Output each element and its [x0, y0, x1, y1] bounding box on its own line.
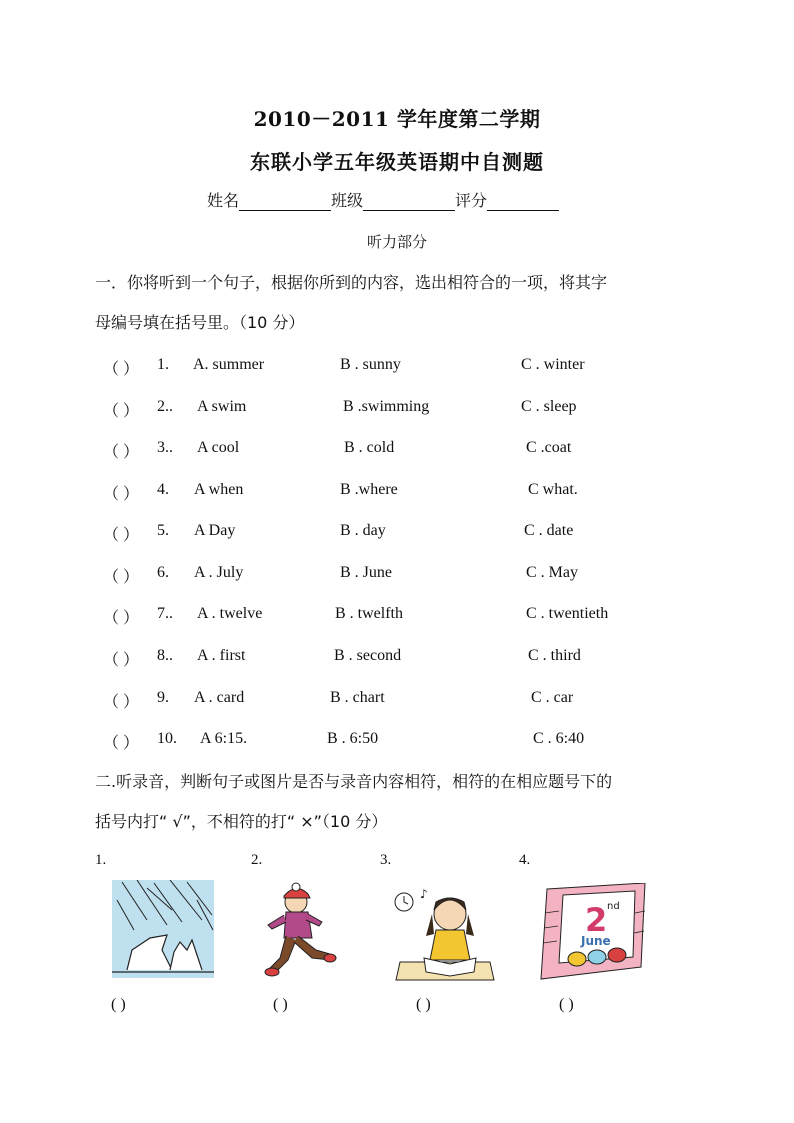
option-a: A . card [194, 689, 245, 706]
svg-text:♪: ♪ [420, 887, 428, 901]
option-c: C . date [524, 522, 574, 539]
option-c: C . winter [521, 356, 585, 373]
question-number: 4. [157, 481, 169, 498]
option-b: B . second [334, 647, 402, 664]
question-number: 1. [157, 356, 169, 373]
title-line2: 东联小学五年级英语期中自测题 [250, 150, 544, 174]
option-c: C what. [528, 481, 578, 498]
answer-bracket[interactable]: （ ） [103, 652, 140, 669]
answer-bracket[interactable]: （ ） [103, 403, 140, 420]
option-a: A swim [197, 398, 247, 415]
section1-instruction-line1: 一．你将听到一个句子，根据你所到的内容，选出相符合的一项，将其字 [95, 273, 608, 292]
option-b: B . chart [330, 689, 385, 706]
answer-bracket[interactable]: （ ） [103, 735, 140, 752]
option-b: B .where [340, 481, 398, 498]
picture-answer-bracket[interactable]: ( ) [273, 996, 288, 1013]
class-blank[interactable] [363, 194, 455, 211]
picture-number: 4. [519, 852, 531, 868]
question-number: 9. [157, 689, 169, 706]
title-line1: 2010－2011 学年度第二学期 [253, 107, 541, 131]
option-c: C .coat [526, 439, 572, 456]
option-a: A. summer [193, 356, 265, 373]
question-number: 5. [157, 522, 169, 539]
name-label: 姓名 [207, 191, 240, 210]
calendar-month: June [581, 934, 611, 948]
name-blank[interactable] [239, 194, 331, 211]
picture-number: 3. [380, 852, 392, 868]
question-number: 10. [157, 730, 177, 747]
picture-answer-bracket[interactable]: ( ) [111, 996, 126, 1013]
girl-reading-icon [390, 880, 500, 994]
option-c: C . May [526, 564, 578, 581]
option-b: B . cold [344, 439, 395, 456]
picture-answer-bracket[interactable]: ( ) [416, 996, 431, 1013]
picture-number: 1. [95, 852, 107, 868]
answer-bracket[interactable]: （ ） [103, 569, 140, 586]
score-blank[interactable] [487, 194, 559, 211]
question-number: 8.. [157, 647, 173, 664]
section1-instruction-line2: 母编号填在括号里。（10 分） [95, 313, 305, 332]
section2-instruction-line2: 括号内打“ √”，不相符的打“ ×”（10 分） [95, 812, 388, 831]
option-a: A . July [194, 564, 244, 581]
section2-instruction-line1: 二.听录音，判断句子或图片是否与录音内容相符，相符的在相应题号下的 [95, 772, 613, 791]
section1-instruction [95, 263, 715, 343]
class-label: 班级 [331, 191, 364, 210]
option-a: A cool [197, 439, 240, 456]
answer-bracket[interactable]: （ ） [103, 610, 140, 627]
question-number: 3.. [157, 439, 173, 456]
question-number: 6. [157, 564, 169, 581]
answer-bracket[interactable]: （ ） [103, 527, 140, 544]
option-a: A Day [194, 522, 236, 539]
boy-running-icon [258, 880, 338, 984]
calendar-june-icon [537, 883, 649, 985]
option-b: B .swimming [343, 398, 430, 415]
answer-bracket[interactable]: （ ） [103, 694, 140, 711]
section2-instruction [95, 762, 715, 842]
option-a: A . first [197, 647, 246, 664]
student-info-line [207, 188, 559, 211]
picture-answer-bracket[interactable]: ( ) [559, 996, 574, 1013]
option-c: C . twentieth [526, 605, 609, 622]
answer-bracket[interactable]: （ ） [103, 444, 140, 461]
answer-bracket[interactable]: （ ） [103, 361, 140, 378]
option-a: A . twelve [197, 605, 263, 622]
option-b: B . June [340, 564, 392, 581]
option-a: A 6:15. [200, 730, 248, 747]
option-b: B . twelfth [335, 605, 403, 622]
option-b: B . 6:50 [327, 730, 379, 747]
listening-subtitle: 听力部分 [366, 233, 427, 251]
windy-weather-icon [112, 880, 214, 982]
question-number: 2.. [157, 398, 173, 415]
option-c: C . third [528, 647, 581, 664]
answer-bracket[interactable]: （ ） [103, 486, 140, 503]
calendar-suffix: nd [607, 901, 620, 912]
option-c: C . 6:40 [533, 730, 585, 747]
option-a: A when [194, 481, 244, 498]
option-c: C . car [531, 689, 574, 706]
calendar-day: 2 [585, 901, 608, 939]
picture-number: 2. [251, 852, 263, 868]
score-label: 评分 [455, 191, 488, 210]
option-b: B . day [340, 522, 386, 539]
question-number: 7.. [157, 605, 173, 622]
option-b: B . sunny [340, 356, 401, 373]
option-c: C . sleep [521, 398, 577, 415]
